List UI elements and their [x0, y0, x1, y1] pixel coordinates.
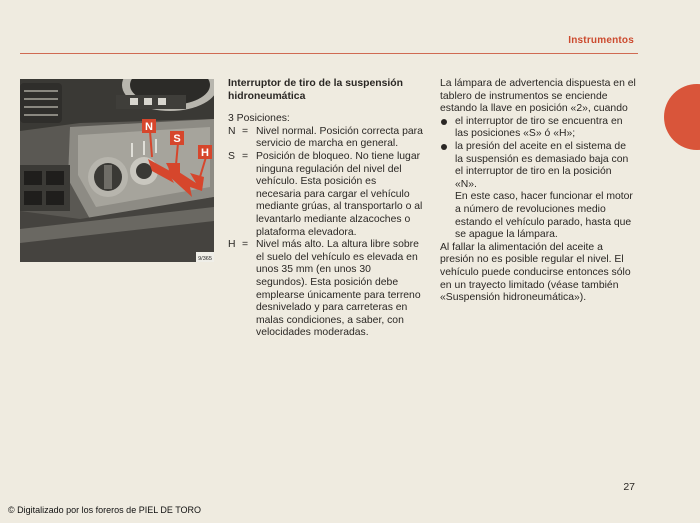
chapter-tab: [664, 84, 700, 150]
section-title: Instrumentos: [568, 35, 634, 46]
position-eq: =: [242, 125, 249, 137]
scan-credit: © Digitalizado por los foreros de PIEL DE TORO: [8, 505, 202, 515]
left-column: [228, 78, 424, 340]
header-rule: [20, 53, 638, 54]
position-text: Nivel más alto. La altura libre sobre el suelo del vehículo es elevada en unos 35 mm (en unos 30 segundos). Esta posición debe emplearse únicamente para terreno desnivelado y para carreteras en malas condiciones, a saber, con velocidades moderadas.: [256, 239, 421, 339]
closing-text: Al fallar la alimentación del aceite a presión no es posible regular el nivel. El vehículo puede conducirse entonces sólo en un trayecto limitado (véase también «Suspensión hidroneumática»).: [440, 241, 631, 304]
right-column: [440, 78, 636, 305]
position-key: H: [228, 239, 236, 251]
position-key: N: [228, 125, 236, 137]
bullet-text: la presión del aceite en el sistema de la suspensión es demasiado baja con el interruptor de tiro en la posición «N».: [455, 140, 629, 190]
warning-lamp-intro: La lámpara de advertencia dispuesta en el tablero de instrumentos se enciende estando la llave en posición «2», cuando: [440, 78, 636, 115]
section-heading: Interruptor de tiro de la suspensión hidroneumática: [228, 78, 403, 102]
bullet-text: el interruptor de tiro se encuentra en las posiciones «S» ó «H»;: [455, 115, 623, 140]
figure-label-s: S: [173, 133, 181, 145]
note-text: En este caso, hacer funcionar el motor a número de revoluciones medio estando el vehículo parado, hasta que se apague la lámpara.: [455, 191, 633, 241]
figure-label-n: N: [145, 121, 153, 133]
position-text: Nivel normal. Posición correcta para servicio de marcha en general.: [256, 125, 423, 150]
bullet-item: [440, 116, 636, 141]
position-eq: =: [242, 150, 249, 162]
position-eq: =: [242, 239, 249, 251]
position-s: [228, 151, 424, 239]
bullet-item: [440, 141, 636, 191]
position-key: S: [228, 150, 235, 162]
positions-intro: 3 Posiciones:: [228, 113, 290, 125]
bullet-icon: [440, 116, 455, 141]
dashboard-photo: [20, 79, 214, 262]
position-n: [228, 126, 424, 151]
position-h: [228, 239, 424, 340]
page-number: 27: [623, 481, 635, 493]
bullet-icon: [440, 141, 455, 191]
figure-label-h: H: [201, 147, 209, 159]
figure-code: 9/365: [198, 256, 212, 262]
position-text: Posición de bloqueo. No tiene lugar ninguna regulación del nivel del vehículo. Esta posición es necesaria para cargar el vehículo mediante grúas, al transportarlo o al levantarlo mediante alzacoches o plataforma elevadora.: [256, 150, 423, 238]
